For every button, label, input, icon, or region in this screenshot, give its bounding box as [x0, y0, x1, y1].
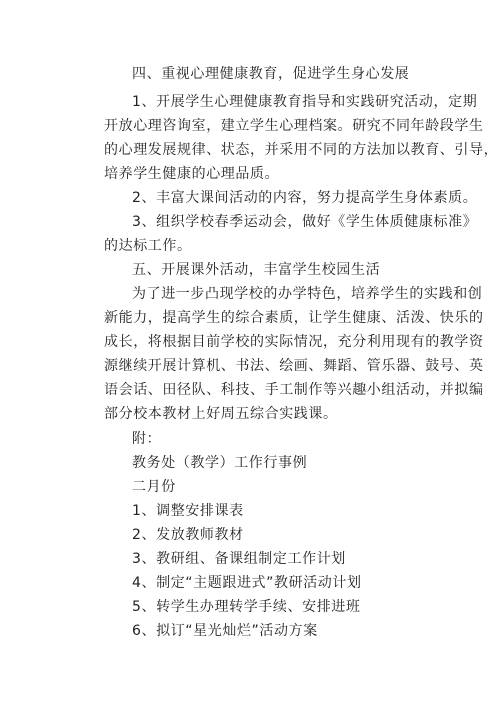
appendix-item: 5、转学生办理转学手续、安排进班 [132, 599, 361, 615]
section-5-paragraph-line-1: 为了进一步凸现学校的办学特色，培养学生的实践和创 [132, 286, 483, 302]
section-5-paragraph-line-4: 源继续开展计算机、书法、绘画、舞蹈、管乐器、鼓号、英 [104, 358, 484, 374]
section-4-item-1-line-4: 培养学生健康的心理品质。 [104, 166, 280, 182]
section-4-item-1-line-2: 开放心理咨询室，建立学生心理档案。研究不同年龄段学生 [104, 118, 484, 134]
appendix-label: 附： [132, 431, 162, 447]
section-4-item-1-line-3: 的心理发展规律、状态，并采用不同的方法加以教育、引导， [104, 142, 499, 158]
section-5-paragraph-line-5: 语会话、田径队、科技、手工制作等兴趣小组活动，并拟编 [104, 382, 484, 398]
appendix-item: 1、调整安排课表 [132, 503, 244, 519]
appendix-item: 4、制定“主题跟进式”教研活动计划 [132, 575, 362, 591]
section-4-item-3-line-1: 3、组织学校春季运动会，做好《学生体质健康标准》 [132, 214, 478, 230]
section-5-heading: 五、开展课外活动，丰富学生校园生活 [132, 262, 381, 278]
section-4-item-3-line-2: 的达标工作。 [104, 238, 192, 254]
section-5-paragraph-line-6: 部分校本教材上好周五综合实践课。 [104, 406, 338, 422]
section-4-item-1-line-1: 1、开展学生心理健康教育指导和实践研究活动，定期 [132, 94, 478, 110]
appendix-item: 2、发放教师教材 [132, 527, 244, 543]
appendix-title: 教务处（教学）工作行事例 [132, 455, 308, 471]
appendix-item: 3、教研组、备课组制定工作计划 [132, 551, 346, 567]
section-5-paragraph-line-2: 新能力，提高学生的综合素质，让学生健康、活泼、快乐的 [104, 310, 484, 326]
section-5-paragraph-line-3: 成长，将根据目前学校的实际情况，充分利用现有的教学资 [104, 334, 484, 350]
appendix-month: 二月份 [132, 479, 176, 495]
section-4-heading: 四、重视心理健康教育，促进学生身心发展 [132, 66, 410, 82]
appendix-item: 6、拟订“星光灿烂”活动方案 [132, 623, 318, 639]
section-4-item-2: 2、丰富大课间活动的内容，努力提高学生身体素质。 [132, 190, 478, 206]
